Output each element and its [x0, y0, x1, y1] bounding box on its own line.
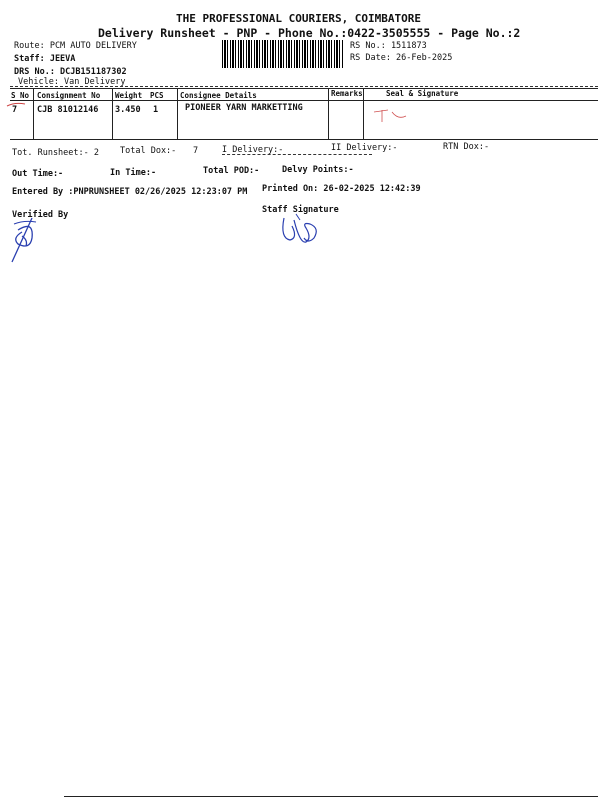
total-pod: Total POD:-	[203, 166, 260, 176]
ii-delivery: II Delivery:-	[331, 143, 398, 153]
document-subtitle: Delivery Runsheet - PNP - Phone No.:0422-3505555 - Page No.:2	[98, 26, 521, 40]
in-time: In Time:-	[110, 168, 157, 178]
route-field: Route: PCM AUTO DELIVERY	[14, 41, 137, 51]
printed-on: Printed On: 26-02-2025 12:42:39	[262, 184, 421, 194]
cell-consignment-no: CJB 81012146	[37, 105, 99, 115]
table-bottom-line	[10, 139, 598, 140]
header-dashed-line	[10, 86, 598, 87]
col-divider	[33, 88, 34, 139]
verified-by-label: Verified By	[12, 210, 69, 220]
rs-date: RS Date: 26-Feb-2025	[350, 53, 453, 63]
header-consignment-no: Consignment No	[37, 91, 101, 100]
cell-pcs: 1	[153, 105, 159, 115]
cell-sno: 7	[12, 105, 18, 115]
rtn-dox: RTN Dox:-	[443, 142, 490, 152]
page-bottom-line	[64, 796, 598, 797]
document-title: THE PROFESSIONAL COURIERS, COIMBATORE	[176, 12, 422, 25]
total-dox-value: 7	[193, 146, 199, 156]
table-top-line	[10, 88, 598, 89]
col-divider	[363, 88, 364, 139]
staff-signature-icon	[276, 208, 326, 252]
seal-mark-icon	[370, 106, 410, 126]
header-pcs: PCS	[150, 91, 164, 100]
summary-dashed-line	[222, 154, 372, 155]
col-divider	[328, 88, 329, 139]
barcode-image	[222, 40, 343, 68]
vehicle-field: Vehicle: Van Delivery	[18, 77, 126, 87]
header-weight: Weight	[115, 91, 143, 100]
total-dox-label: Total Dox:-	[120, 146, 177, 156]
verifier-signature-icon	[8, 210, 68, 266]
entered-by: Entered By :PNPRUNSHEET 02/26/2025 12:23:07 PM	[12, 187, 248, 197]
table-header-line	[10, 100, 598, 101]
header-remarks: Remarks	[331, 89, 363, 98]
header-consignee-details: Consignee Details	[180, 91, 257, 100]
header-sno: S No	[11, 91, 30, 100]
delvy-points: Delvy Points:-	[282, 165, 354, 175]
tot-runsheet: Tot. Runsheet:- 2	[12, 148, 99, 158]
i-delivery: I Delivery:-	[222, 145, 284, 155]
col-divider	[112, 88, 113, 139]
header-seal-signature: Seal & Signature	[386, 89, 459, 98]
col-divider	[177, 88, 178, 139]
out-time: Out Time:-	[12, 169, 64, 179]
staff-field: Staff: JEEVA	[14, 54, 76, 64]
drs-number: DRS No.: DCJB151187302	[14, 67, 127, 77]
tick-mark-icon	[5, 100, 33, 116]
staff-signature-label: Staff Signature	[262, 205, 339, 215]
cell-weight: 3.450	[115, 105, 141, 115]
cell-consignee: PIONEER YARN MARKETTING	[185, 103, 303, 113]
rs-number: RS No.: 1511873	[350, 41, 427, 51]
